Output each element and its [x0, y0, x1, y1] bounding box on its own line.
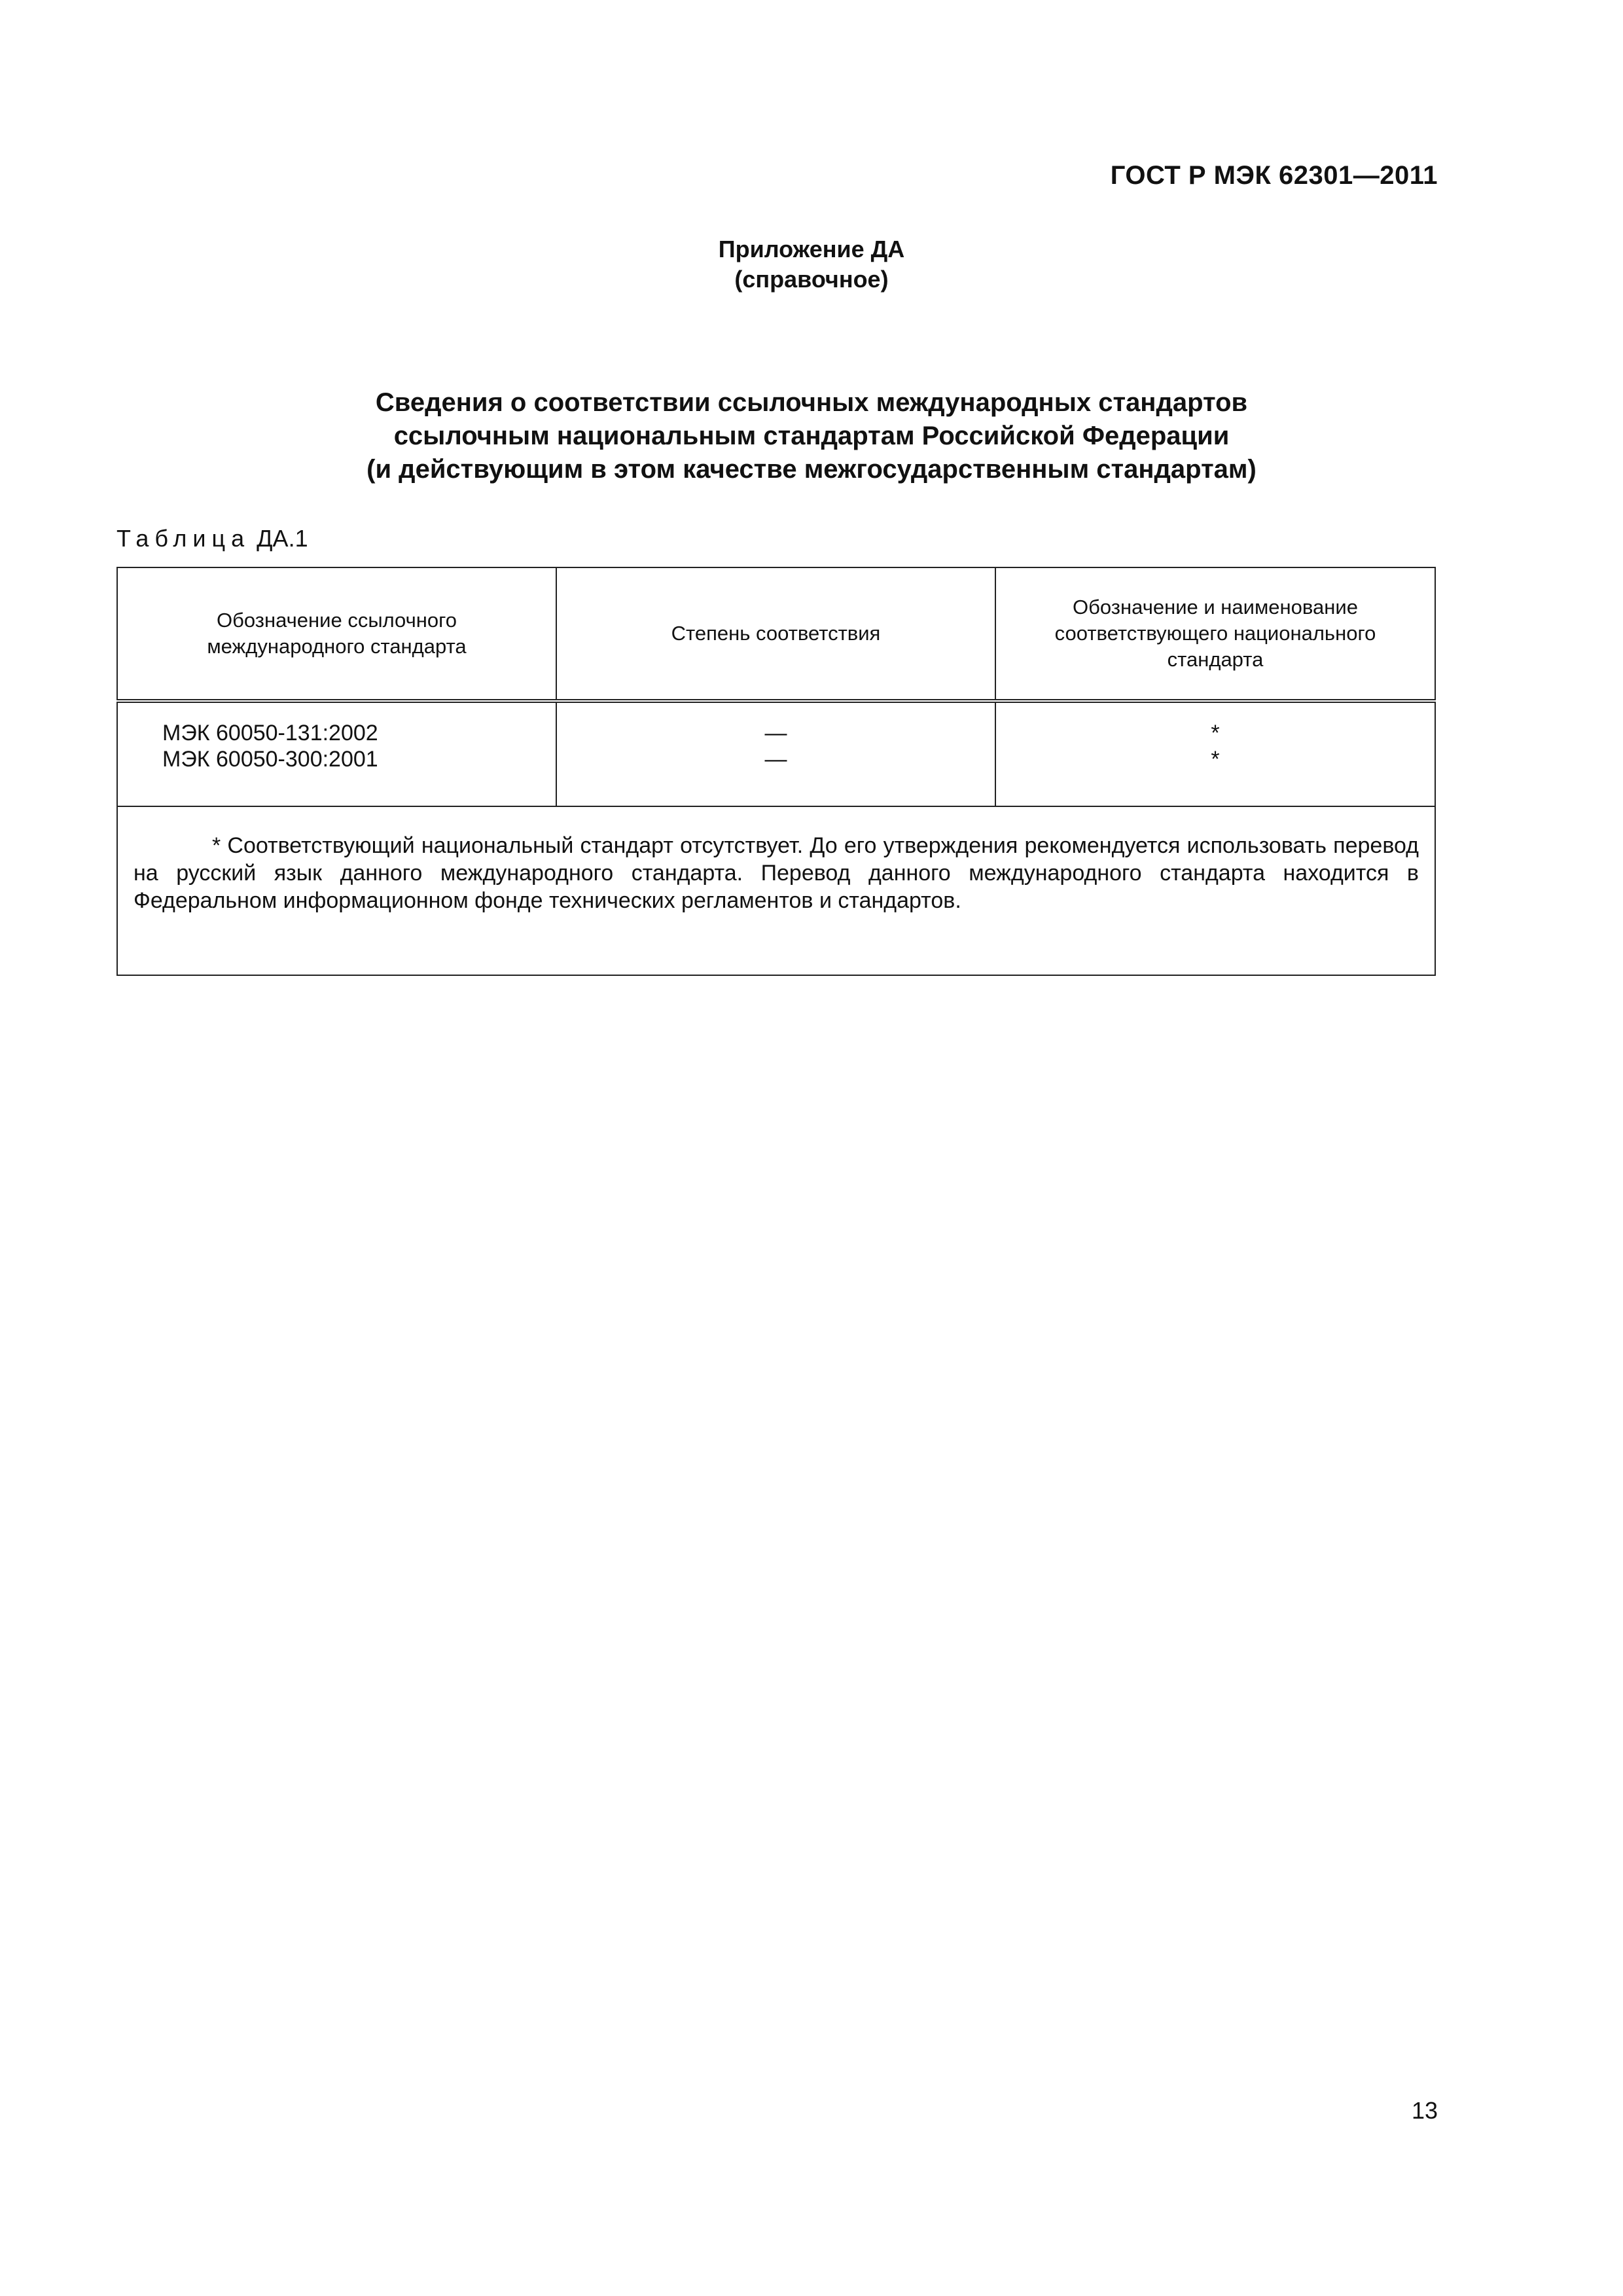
- header-line: Степень соответствия: [671, 622, 881, 645]
- header-line: стандарта: [1167, 648, 1264, 671]
- table-container: [116, 567, 1435, 976]
- column-header-degree: [556, 567, 995, 701]
- column-header-national-standard: [995, 567, 1435, 701]
- footnote-row: [117, 806, 1435, 975]
- national-standard-value: *: [1211, 747, 1220, 772]
- page-number: 13: [1411, 2097, 1438, 2124]
- section-title-line: Сведения о соответствии ссылочных международных стандартов: [375, 388, 1248, 417]
- degree-value: —: [764, 747, 787, 772]
- table-label-prefix: Таблица: [116, 525, 251, 552]
- section-title-line: ссылочным национальным стандартам Российской Федерации: [393, 422, 1230, 450]
- appendix-title: Приложение ДА: [718, 236, 905, 262]
- appendix-subtitle: (справочное): [734, 266, 889, 293]
- correspondence-table: [116, 567, 1436, 976]
- header-line: Обозначение ссылочного: [217, 609, 457, 632]
- table-footnote: [117, 806, 1435, 975]
- table-row: [117, 701, 1435, 806]
- degree-value: —: [764, 721, 787, 745]
- degree-cell: [556, 701, 995, 806]
- appendix-heading: [0, 234, 1623, 295]
- table-label-number: ДА.1: [257, 525, 308, 552]
- document-id: ГОСТ Р МЭК 62301—2011: [1110, 161, 1438, 190]
- footnote-text: * Соответствующий национальный стандарт отсутствует. До его утверждения рекомендуется использовать перевод на русский язык данного международного стандарта. Перевод данного международного стандарта находится в Федеральном информационном фонде технических регламентов и стандартов.: [134, 833, 1419, 913]
- header-line: международного стандарта: [207, 635, 467, 658]
- header-line: Обозначение и наименование: [1073, 596, 1358, 619]
- header-line: соответствующего национального: [1054, 622, 1376, 645]
- standard-designation: МЭК 60050-300:2001: [162, 747, 378, 772]
- international-standards-cell: [117, 701, 556, 806]
- table-label: [116, 525, 308, 552]
- national-standard-value: *: [1211, 721, 1220, 745]
- section-title-line: (и действующим в этом качестве межгосударственным стандартам): [366, 455, 1257, 484]
- national-standards-cell: [995, 701, 1435, 806]
- section-title: [0, 386, 1623, 486]
- standard-designation: МЭК 60050-131:2002: [162, 721, 378, 745]
- table-header-row: [117, 567, 1435, 701]
- column-header-international-standard: [117, 567, 556, 701]
